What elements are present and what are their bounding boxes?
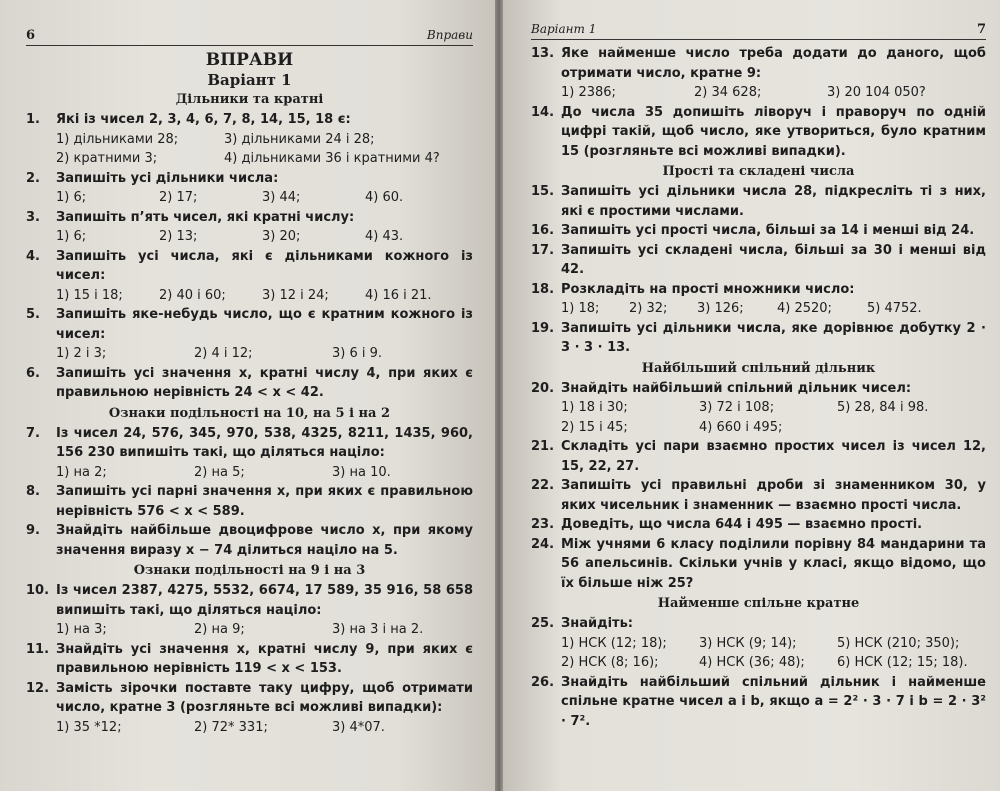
exercise-number: 23.	[531, 517, 555, 532]
option: 1) 6;	[56, 190, 87, 205]
exercise	[531, 379, 986, 438]
option: 4) 60.	[365, 190, 404, 205]
option: 3) на 3 і на 2.	[332, 622, 424, 637]
exercise-number: 9.	[26, 523, 40, 538]
option: 3) 126;	[697, 301, 744, 316]
exercise	[531, 437, 986, 476]
exercise-text: Знайдіть усі значення x, кратні числу 9, при яких є правильною нерівність 119 < x < 153.	[56, 641, 473, 676]
option: 3) 20 104 050?	[827, 85, 926, 100]
exercise-number: 11.	[26, 641, 50, 657]
exercise-text: До числа 35 допишіть ліворуч і праворуч по одній цифрі такій, щоб число, яке утвориться, було кратним 15 (розгляньте всі можливі випадки).	[561, 104, 986, 159]
exercise-number: 12.	[26, 680, 50, 696]
running-head: Варіант 1	[531, 22, 597, 36]
option: 3) 44;	[262, 190, 301, 205]
option: 2) 72* 331;	[194, 719, 268, 735]
exercise-number: 20.	[531, 380, 555, 396]
option: 5) 4752.	[867, 301, 922, 316]
option: 5) 28, 84 і 98.	[837, 400, 929, 415]
exercise-text: Знайдіть найбільший спільний дільник чисел:	[561, 380, 912, 396]
exercise-number: 14.	[531, 104, 555, 120]
section-heading: Найменше спільне кратне	[657, 596, 860, 611]
option: 4) НСК (36; 48);	[699, 655, 805, 670]
exercise-text: Запишіть усі значення x, кратні числу 4, при яких є правильною нерівність 24 < x < 42.	[56, 365, 473, 400]
left-page-header	[26, 28, 473, 46]
exercise-text: Запишіть п’ять чисел, які кратні числу:	[56, 209, 355, 225]
option: 1) 2386;	[561, 85, 616, 100]
option: 1) 6;	[56, 229, 87, 244]
exercise-text: Запишіть усі правильні дроби зі знаменником 30, у яких чисельник і знаменник — взаємно прості числа.	[561, 478, 986, 513]
option: 2) 34 628;	[694, 85, 762, 100]
option: 1) 2 і 3;	[56, 346, 107, 361]
option: 1) 35 *12;	[56, 719, 122, 735]
exercise-text: Запишіть усі складені числа, більші за 30 і менші від 42.	[561, 242, 986, 277]
exercise	[26, 424, 473, 483]
exercise-number: 26.	[531, 674, 555, 690]
exercise	[531, 614, 986, 673]
exercise	[26, 521, 473, 560]
exercise-number: 16.	[531, 223, 555, 238]
left-page	[0, 0, 495, 791]
exercise-number: 7.	[26, 425, 40, 441]
exercise	[531, 103, 986, 162]
exercise-text: Запишіть усі прості числа, більші за 14 і менші від 24.	[561, 223, 975, 238]
option: 2) 40 і 60;	[159, 287, 226, 303]
section-heading: Найбільший спільний дільник	[641, 360, 876, 376]
option: 1) 18 і 30;	[561, 400, 628, 415]
exercise-text: Між учнями 6 класу поділили порівну 84 мандарини та 56 апельсинів. Скільки учнів у класі, якщо відомо, що їх більше ніж 25?	[561, 536, 986, 591]
section-heading: Дільники та кратні	[175, 92, 324, 107]
option: 1) на 3;	[56, 622, 107, 637]
exercise-text: Знайдіть найбільший спільний дільник і найменше спільне кратне чисел a і b, якщо a = 2² · 3 · 7 і b = 2 · 3² · 7².	[561, 674, 986, 729]
exercise-number: 2.	[26, 170, 40, 186]
exercise-text: Складіть усі пари взаємно простих чисел із чисел 12, 15, 22, 27.	[561, 439, 986, 474]
exercise-text: Із чисел 2387, 4275, 5532, 6674, 17 589, 35 916, 58 658 випишіть такі, що діляться націло:	[56, 583, 473, 618]
exercise-text: Доведіть, що числа 644 і 495 — взаємно прості.	[561, 517, 923, 532]
exercise-text: Знайдіть:	[561, 616, 634, 631]
exercise	[531, 515, 986, 535]
section-heading: Ознаки подільності на 9 і на 3	[133, 563, 366, 578]
exercise	[531, 535, 986, 594]
option: 2) на 9;	[194, 622, 245, 637]
page-number: 6	[26, 28, 36, 43]
option: 3) 4*07.	[332, 719, 385, 735]
exercise	[26, 581, 473, 640]
exercise-number: 4.	[26, 248, 40, 264]
exercise	[26, 640, 473, 679]
exercise-text: Запишіть усі дільники числа 28, підкресліть ті з них, які є простими числами.	[561, 184, 986, 219]
right-page-header	[531, 22, 986, 40]
chapter-title: ВПРАВИ	[205, 50, 294, 70]
exercise-text: Замість зірочки поставте таку цифру, щоб отримати число, кратне 3 (розгляньте всі можливі випадки):	[56, 680, 473, 715]
section-heading: Прості та складені числа	[662, 164, 855, 179]
exercise	[26, 110, 473, 169]
exercise-number: 1.	[26, 112, 40, 127]
exercise	[531, 44, 986, 103]
variant-title: Варіант 1	[207, 71, 292, 89]
book-gutter	[495, 0, 503, 791]
exercise-number: 13.	[531, 46, 555, 61]
exercise-text: Запишіть усі дільники числа:	[56, 170, 279, 186]
exercise-number: 24.	[531, 536, 555, 552]
option: 2) 13;	[159, 229, 198, 244]
exercise-number: 5.	[26, 307, 40, 322]
exercise	[531, 280, 986, 319]
option: 4) дільниками 36 і кратними 4?	[224, 151, 440, 166]
exercise	[26, 364, 473, 403]
option: 1) дільниками 28;	[56, 131, 179, 147]
exercise-number: 18.	[531, 281, 555, 297]
option: 4) 2520;	[777, 301, 832, 316]
right-page	[503, 0, 1000, 791]
exercise-number: 3.	[26, 209, 40, 225]
running-head: Вправи	[426, 28, 473, 42]
option: 3) дільниками 24 і 28;	[224, 131, 375, 147]
option: 1) 18;	[561, 301, 600, 316]
option: 4) 660 і 495;	[699, 419, 783, 435]
option: 2) 15 і 45;	[561, 419, 628, 435]
option: 2) 32;	[629, 301, 668, 316]
exercise	[26, 169, 473, 208]
option: 6) НСК (12; 15; 18).	[837, 655, 968, 670]
option: 3) 6 і 9.	[332, 346, 383, 361]
option: 5) НСК (210; 350);	[837, 635, 960, 651]
exercise-text: Запишіть усі числа, які є дільниками кожного із чисел:	[56, 248, 473, 283]
exercise	[26, 482, 473, 521]
exercise-number: 8.	[26, 484, 40, 499]
exercise-text: Запишіть усі парні значення x, при яких є правильною нерівність 576 < x < 589.	[56, 484, 473, 519]
option: 1) НСК (12; 18);	[561, 635, 667, 651]
option: 3) на 10.	[332, 464, 391, 480]
exercise	[531, 241, 986, 280]
exercise-text: Які із чисел 2, 3, 4, 6, 7, 8, 14, 15, 18 є:	[56, 112, 351, 127]
option: 3) 72 і 108;	[699, 400, 775, 415]
exercise-text: Запишіть усі дільники числа, яке дорівнює добутку 2 · 3 · 3 · 13.	[561, 320, 986, 355]
exercise-text: Запишіть яке-небудь число, що є кратним кожного із чисел:	[56, 307, 473, 342]
exercise-text: Яке найменше число треба додати до даного, щоб отримати число, кратне 9:	[561, 46, 986, 81]
exercise-text: Розкладіть на прості множники число:	[561, 281, 855, 297]
option: 1) на 2;	[56, 464, 107, 480]
exercise	[531, 221, 986, 241]
option: 2) кратними 3;	[56, 151, 158, 166]
section-heading: Ознаки подільності на 10, на 5 і на 2	[108, 405, 391, 421]
option: 4) 43.	[365, 229, 404, 244]
exercise	[26, 305, 473, 364]
exercise-number: 17.	[531, 242, 555, 258]
option: 3) 12 і 24;	[262, 287, 329, 303]
option: 1) 15 і 18;	[56, 287, 123, 303]
exercise-number: 15.	[531, 184, 555, 199]
exercise-number: 10.	[26, 583, 50, 598]
exercise-number: 19.	[531, 320, 555, 336]
option: 3) 20;	[262, 229, 301, 244]
exercise	[531, 182, 986, 221]
exercise	[531, 319, 986, 358]
exercise	[26, 208, 473, 247]
exercise-number: 25.	[531, 616, 555, 631]
page-number: 7	[976, 22, 986, 37]
exercise-number: 6.	[26, 365, 40, 381]
exercise	[26, 679, 473, 738]
option: 2) 4 і 12;	[194, 346, 253, 361]
exercise-number: 21.	[531, 439, 555, 454]
exercise	[26, 247, 473, 306]
exercise	[531, 673, 986, 732]
exercise-number: 22.	[531, 478, 555, 493]
option: 2) на 5;	[194, 464, 245, 480]
option: 2) 17;	[159, 190, 198, 205]
option: 3) НСК (9; 14);	[699, 635, 797, 651]
option: 4) 16 і 21.	[365, 287, 432, 303]
exercise-text: Із чисел 24, 576, 345, 970, 538, 4325, 8211, 1435, 960, 156 230 випишіть такі, що діляться націло:	[56, 425, 473, 460]
exercise-text: Знайдіть найбільше двоцифрове число x, при якому значення виразу x − 74 ділиться націло на 5.	[56, 523, 473, 558]
option: 2) НСК (8; 16);	[561, 655, 659, 670]
exercise	[531, 476, 986, 515]
